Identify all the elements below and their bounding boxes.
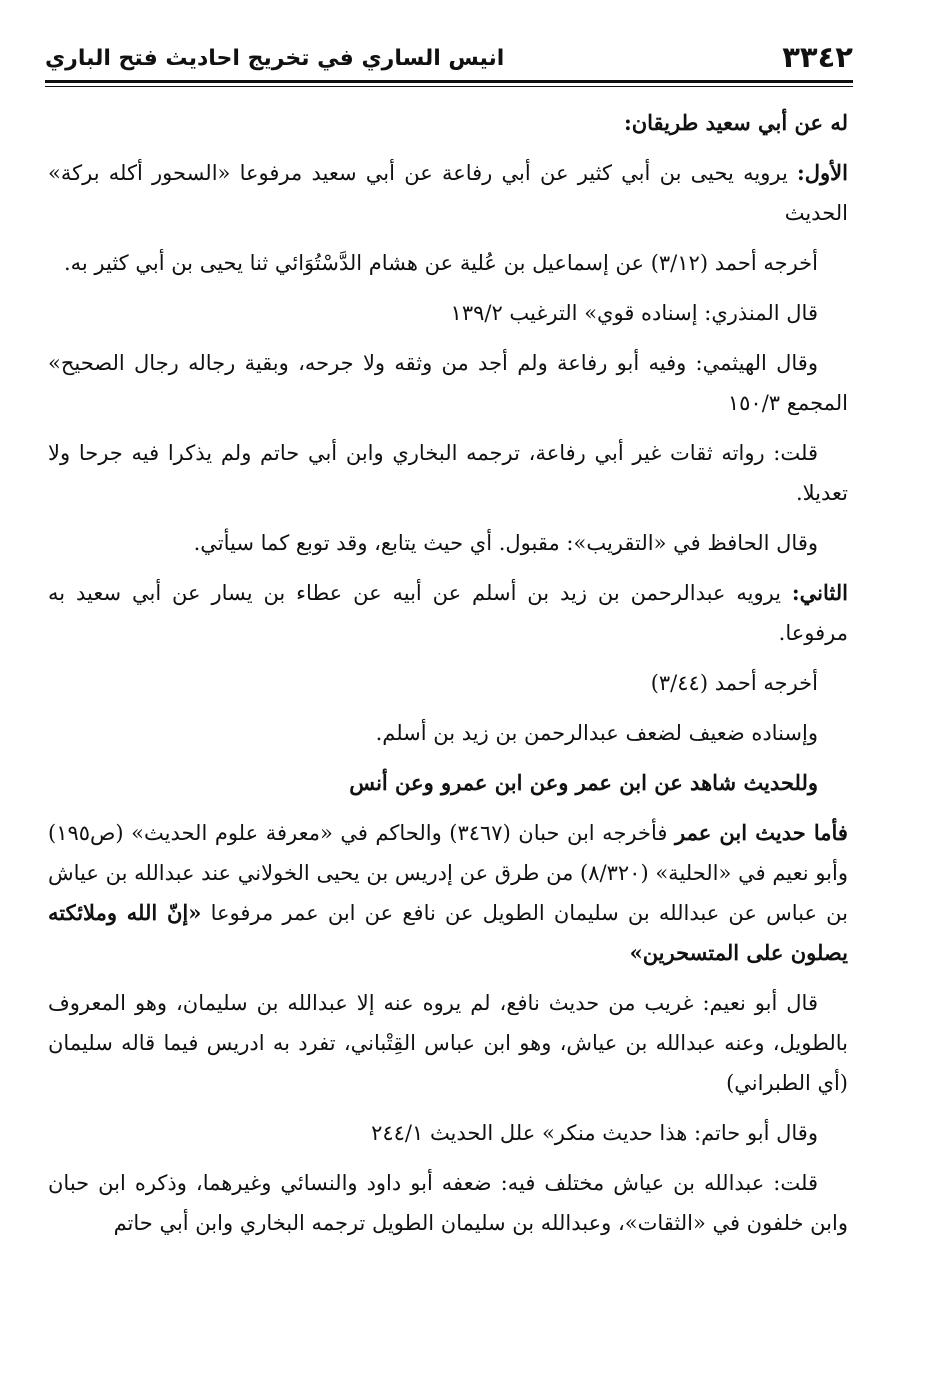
first-route-text: يرويه يحيى بن أبي كثير عن أبي رفاعة عن أبي سعيد مرفوعا «السحور أكله بركة» الحديث	[48, 161, 848, 225]
paragraph-haythami: وقال الهيثمي: وفيه أبو رفاعة ولم أجد من وثقه ولا جرحه، وبقية رجاله رجال الصحيح» المجمع ١٥٠/٣	[48, 351, 848, 415]
section-heading: له عن أبي سعيد طريقان:	[623, 110, 848, 135]
hadith-quote: «إنّ الله وملائكته يصلون على المتسحرين»	[48, 900, 848, 965]
ibn-umar-text: فأخرجه ابن حبان (٣٤٦٧) والحاكم في «معرفة علوم الحديث» (ص١٩٥) وأبو نعيم في «الحلية» (٨/٣٢٠) من طرق عن إدريس بن يحيى الخولاني عند عبدالله بن عياش بن عباس عن عبدالله بن سليمان الطويل عن نافع عن ابن عمر مرفوعا	[48, 821, 848, 925]
paragraph-note-abdullah: قلت: عبدالله بن عياش مختلف فيه: ضعفه أبو داود والنسائي وغيرهما، وذكره ابن حبان وابن خلفون في «الثقات»، وعبدالله بن سليمان الطويل ترجمه البخاري وابن أبي حاتم	[48, 1171, 848, 1235]
paragraph-first-route	[48, 153, 848, 233]
paragraph-weak-chain: وإسناده ضعيف لضعف عبدالرحمن بن زيد بن أسلم.	[375, 721, 818, 745]
paragraph-ahmad: أخرجه أحمد (٣/١٢) عن إسماعيل بن عُلية عن هشام الدَّسْتُوَائي ثنا يحيى بن أبي كثير به.	[63, 251, 818, 275]
second-route-label: الثاني:	[791, 580, 848, 605]
first-route-label: الأول:	[797, 160, 848, 185]
paragraph-ahmad-2: أخرجه أحمد (٣/٤٤)	[650, 671, 818, 695]
paragraph-abu-nuaym: قال أبو نعيم: غريب من حديث نافع، لم يروه عنه إلا عبدالله بن سليمان، وهو المعروف بالطويل، وعنه عبدالله بن عياش، وهو ابن عباس القِتْباني، تفرد به ادريس فيما قاله سليمان (أي الطبراني)	[48, 991, 848, 1095]
page-number: ٣٣٤٢	[782, 40, 853, 74]
running-title: انيس الساري في تخريج احاديث فتح الباري	[45, 46, 505, 71]
paragraph-second-route	[48, 573, 848, 653]
header-rule-thin	[45, 86, 853, 87]
paragraph-hafiz: وقال الحافظ في «التقريب»: مقبول. أي حيث يتابع، وقد توبع كما سيأتي.	[193, 531, 818, 555]
paragraph-witnesses: وللحديث شاهد عن ابن عمر وعن ابن عمرو وعن أنس	[349, 770, 818, 795]
paragraph-ibn-umar	[48, 813, 848, 973]
second-route-text: يرويه عبدالرحمن بن زيد بن أسلم عن أبيه عن عطاء بن يسار عن أبي سعيد به مرفوعا.	[48, 581, 848, 645]
page-body	[48, 103, 848, 1253]
paragraph-note-narrators: قلت: رواته ثقات غير أبي رفاعة، ترجمه البخاري وابن أبي حاتم ولم يذكرا فيه جرحا ولا تعديلا.	[48, 441, 848, 505]
paragraph-abu-hatim: وقال أبو حاتم: هذا حديث منكر» علل الحديث ٢٤٤/١	[371, 1121, 818, 1145]
ibn-umar-label: فأما حديث ابن عمر	[674, 820, 848, 845]
page-header	[45, 36, 853, 76]
header-rule	[45, 80, 853, 83]
paragraph-mundhiri: قال المنذري: إسناده قوي» الترغيب ١٣٩/٢	[450, 301, 818, 325]
